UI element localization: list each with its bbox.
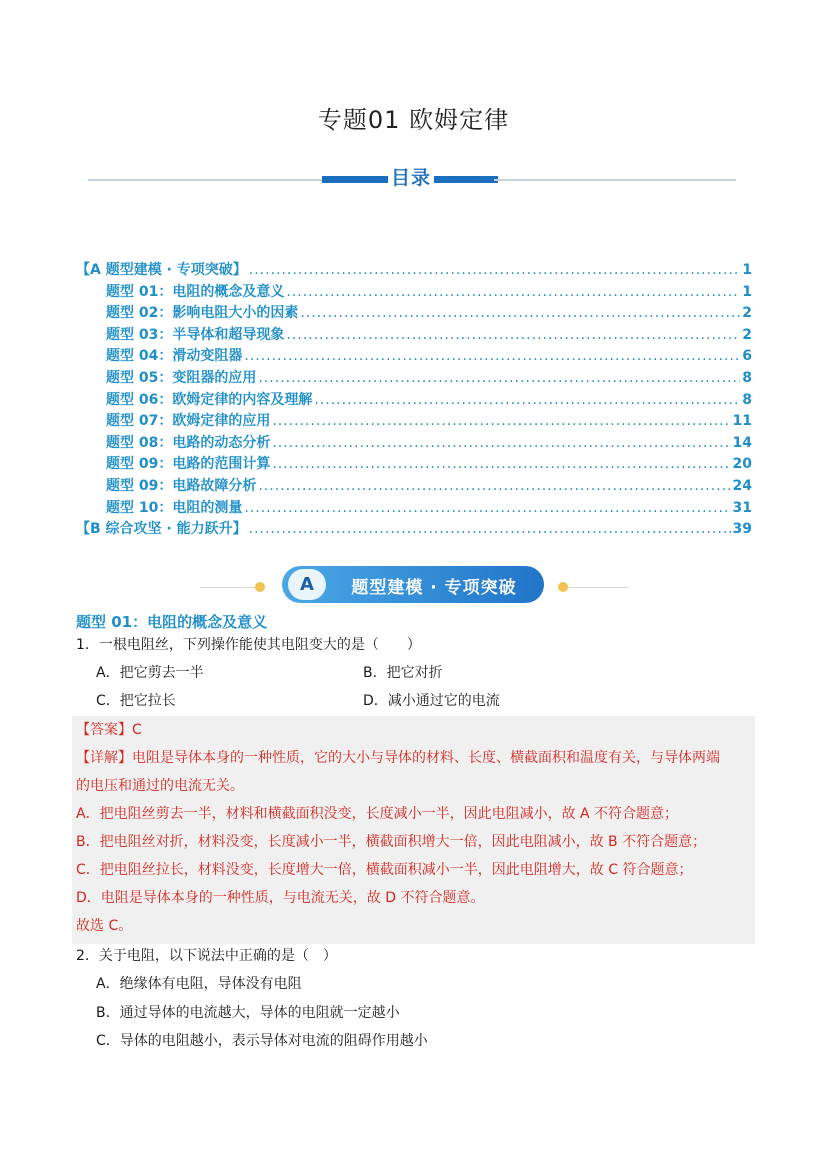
question-2-option-b: B．通过导体的电流越大，导体的电阻就一定越小	[96, 1005, 400, 1021]
analysis-b: B．把电阻丝对折，材料没变，长度减小一半，横截面积增大一倍，因此电阻减小，故 B 不符合题意；	[76, 834, 707, 850]
toc-heading: 目录	[390, 167, 431, 189]
toc-entry[interactable]: 题型 02：影响电阻大小的因素 ..... 2	[106, 302, 752, 322]
question-2-option-c: C．导体的电阻越小，表示导体对电流的阻碍作用越小	[96, 1033, 428, 1049]
answer-label: 【答案】C	[76, 722, 142, 738]
toc-divider-right	[494, 179, 736, 181]
detail-line-2: 的电压和通过的电流无关。	[76, 778, 244, 794]
toc-entry[interactable]: 【B 综合攻坚 · 能力跃升】 ..... 39	[76, 518, 752, 538]
question-1-option-c: C．把它拉长	[96, 693, 176, 709]
toc-entry[interactable]: 题型 03：半导体和超导现象 ..... 2	[106, 324, 752, 344]
question-2-stem: 2．关于电阻，以下说法中正确的是（ ）	[76, 948, 337, 964]
analysis-c: C．把电阻丝拉长，材料没变，长度增大一倍，横截面积减小一半，因此电阻增大，故 C 符合题意；	[76, 862, 693, 878]
toc-entry[interactable]: 题型 09：电路的范围计算 ..... 20	[106, 453, 752, 473]
toc-entry[interactable]: 题型 07：欧姆定律的应用 ..... 11	[106, 410, 752, 430]
toc-entry[interactable]: 【A 题型建模 · 专项突破】 ..... 1	[76, 259, 752, 279]
toc-entry[interactable]: 题型 01：电阻的概念及意义 ..... 1	[106, 281, 752, 301]
section-a-badge: A	[288, 569, 326, 600]
question-1-option-d: D．减小通过它的电流	[363, 693, 500, 709]
toc-divider-accent-left	[322, 176, 388, 183]
toc-entry[interactable]: 题型 08：电路的动态分析 ..... 14	[106, 432, 752, 452]
question-1-option-b: B．把它对折	[363, 665, 443, 681]
banner-line-left	[200, 587, 260, 588]
toc-divider-left	[88, 179, 326, 181]
toc-entry[interactable]: 题型 04：滑动变阻器 ..... 6	[106, 345, 752, 365]
banner-dot-left	[255, 582, 265, 592]
analysis-d: D．电阻是导体本身的一种性质，与电流无关，故 D 不符合题意。	[76, 890, 485, 906]
question-2-option-a: A．绝缘体有电阻，导体没有电阻	[96, 976, 302, 992]
analysis-a: A．把电阻丝剪去一半，材料和横截面积没变，长度减小一半，因此电阻减小，故 A 不符合题意；	[76, 806, 679, 822]
topic-heading: 题型 01：电阻的概念及意义	[76, 613, 268, 631]
banner-dot-right	[558, 582, 568, 592]
conclusion: 故选 C。	[76, 918, 133, 934]
section-a-title: 题型建模 · 专项突破	[351, 578, 517, 598]
question-1-option-a: A．把它剪去一半	[96, 665, 204, 681]
toc-entry[interactable]: 题型 10：电阻的测量 ..... 31	[106, 497, 752, 517]
question-1-stem: 1．一根电阻丝，下列操作能使其电阻变大的是（ ）	[76, 637, 421, 653]
banner-line-right	[568, 587, 628, 588]
toc-entry[interactable]: 题型 06：欧姆定律的内容及理解 ..... 8	[106, 389, 752, 409]
toc-divider-accent-right	[434, 176, 498, 183]
document-title: 专题01 欧姆定律	[317, 106, 510, 134]
toc-entry[interactable]: 题型 05：变阻器的应用 ..... 8	[106, 367, 752, 387]
detail-line-1: 【详解】电阻是导体本身的一种性质，它的大小与导体的材料、长度、横截面积和温度有关，与导体两端	[76, 750, 720, 766]
toc-entry[interactable]: 题型 09：电路故障分析 ..... 24	[106, 475, 752, 495]
